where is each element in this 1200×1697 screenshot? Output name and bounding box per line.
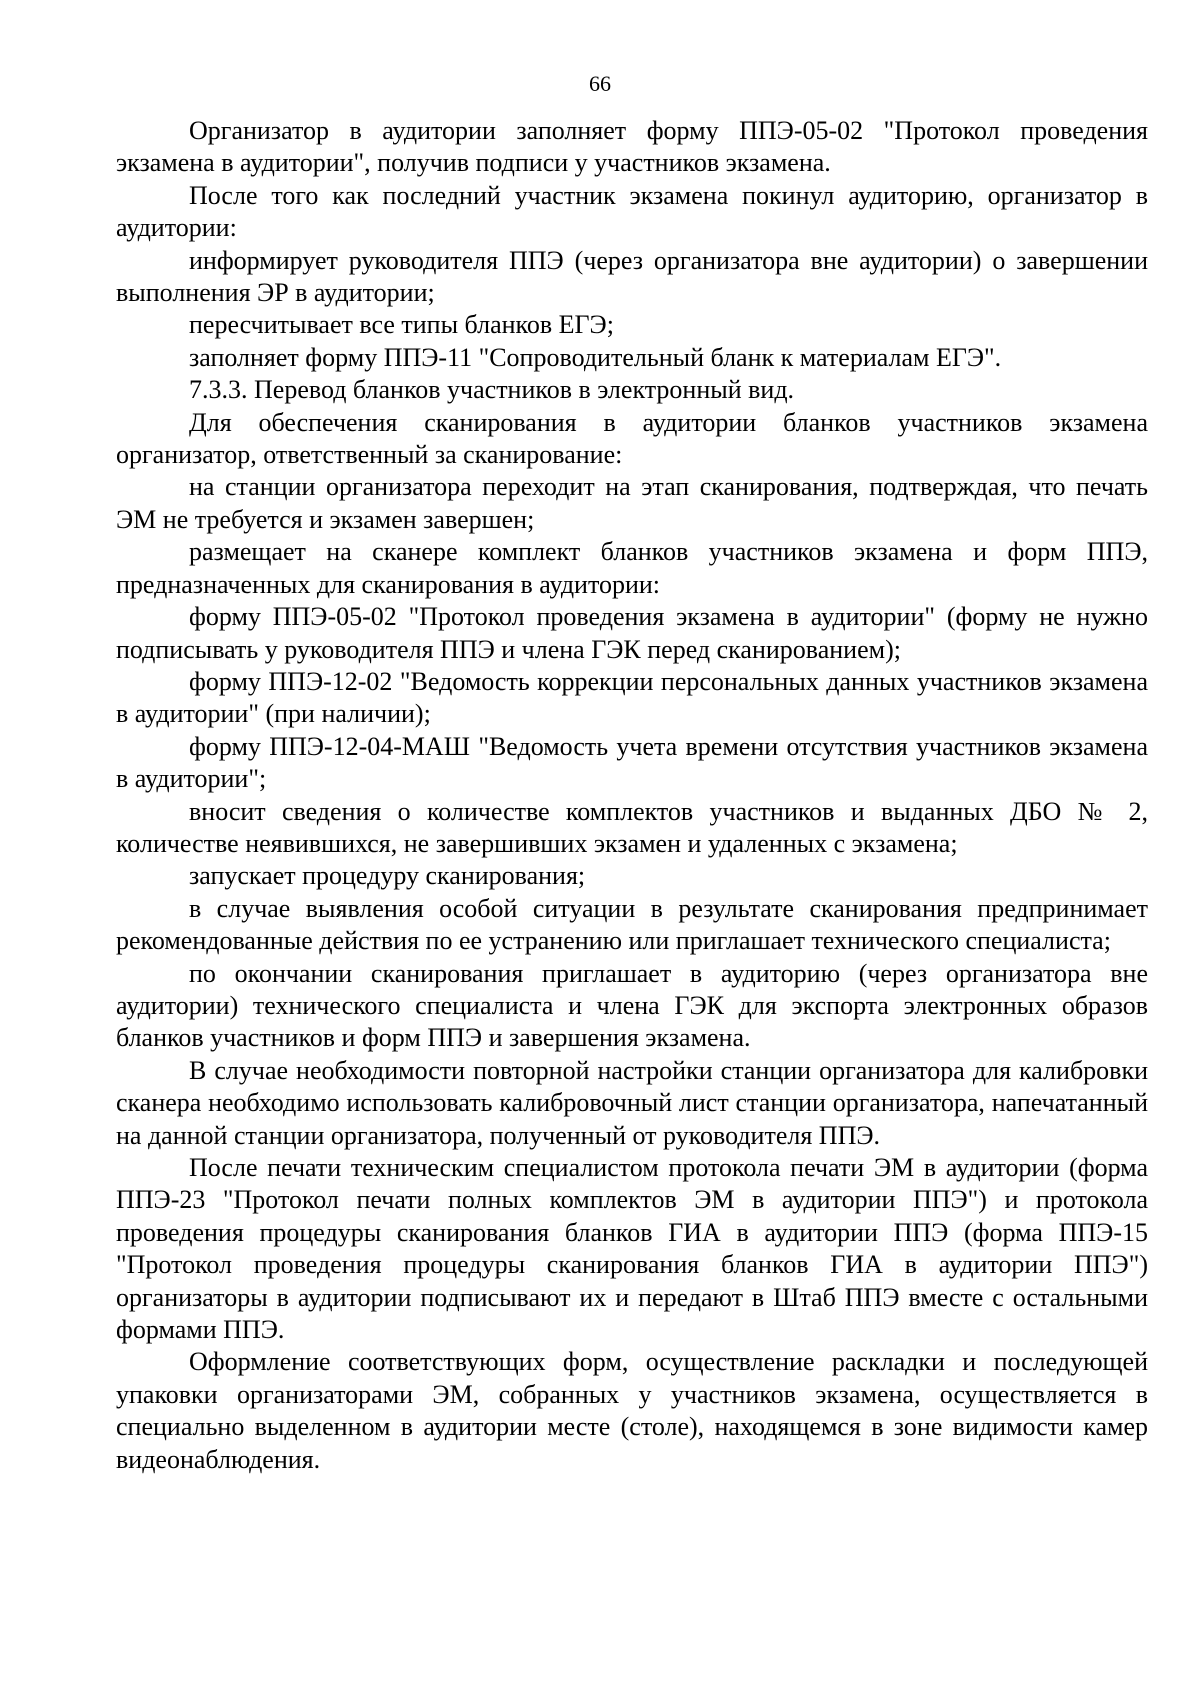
paragraph-after-last-participant: После того как последний участник экзамена покинул аудиторию, организатор в аудитории: xyxy=(116,180,1148,243)
paragraph-place-on-scanner: размещает на сканере комплект бланков участников экзамена и форм ППЭ, предназначенных для сканирования в аудитории: xyxy=(116,537,1148,599)
paragraph-form-12-02: форму ППЭ-12-02 "Ведомость коррекции персональных данных участников экзамена в аудитории" (при наличии); xyxy=(116,666,1148,729)
paragraph-form-12-04: форму ППЭ-12-04-МАШ "Ведомость учета времени отсутствия участников экзамена в аудитории"; xyxy=(116,731,1148,794)
paragraph-after-scanning: по окончании сканирования приглашает в аудиторию (через организатора вне аудитории) технического специалиста и члена ГЭК для экспорта электронных образов бланков участников и форм ППЭ и завершения экзамена. xyxy=(116,958,1148,1053)
paragraph-scanning-stage: на станции организатора переходит на этап сканирования, подтверждая, что печать ЭМ не требуется и экзамен завершен; xyxy=(116,472,1148,534)
paragraph-inform-head: информирует руководителя ППЭ (через организатора вне аудитории) о завершении выполнения ЭР в аудитории; xyxy=(116,245,1148,308)
section-heading-7-3-3: 7.3.3. Перевод бланков участников в электронный вид. xyxy=(189,375,795,405)
paragraph-recalibration: В случае необходимости повторной настройки станции организатора для калибровки сканера необходимо использовать калибровочный лист станции организатора, напечатанный на данной станции организатора, полученный от руководителя ППЭ. xyxy=(116,1055,1148,1150)
paragraph-start-scanning: запускает процедуру сканирования; xyxy=(189,861,586,891)
paragraph-special-situation: в случае выявления особой ситуации в результате сканирования предпринимает рекомендованные действия по ее устранению или приглашает технического специалиста; xyxy=(116,893,1148,956)
paragraph-scanning-intro: Для обеспечения сканирования в аудитории бланков участников экзамена организатор, ответственный за сканирование: xyxy=(116,407,1148,470)
paragraph-recount-forms: пересчитывает все типы бланков ЕГЭ; xyxy=(189,310,614,340)
page-number: 66 xyxy=(589,71,611,96)
paragraph-protocol-form: Организатор в аудитории заполняет форму ППЭ-05-02 "Протокол проведения экзамена в аудитории", получив подписи у участников экзамена. xyxy=(116,116,1148,178)
document-body xyxy=(116,115,1148,1476)
paragraph-fill-form-11: заполняет форму ППЭ-11 "Сопроводительный бланк к материалам ЕГЭ". xyxy=(189,342,1002,372)
paragraph-protocols-signing: После печати техническим специалистом протокола печати ЭМ в аудитории (форма ППЭ-23 "Протокол печати полных комплектов ЭМ в аудитории ППЭ") и протокола проведения процедуры сканирования бланков ГИА в аудитории ППЭ (форма ППЭ-15 "Протокол проведения процедуры сканирования бланков ГИА в аудитории ППЭ") организаторы в аудитории подписывают их и передают в Штаб ППЭ вместе с остальными формами ППЭ. xyxy=(116,1153,1148,1345)
paragraph-packing: Оформление соответствующих форм, осуществление раскладки и последующей упаковки организаторами ЭМ, собранных у участников экзамена, осуществляется в специально выделенном в аудитории месте (столе), находящемся в зоне видимости камер видеонаблюдения. xyxy=(116,1347,1148,1474)
paragraph-form-05-02: форму ППЭ-05-02 "Протокол проведения экзамена в аудитории" (форму не нужно подписывать у руководителя ППЭ и члена ГЭК перед сканированием); xyxy=(116,602,1148,664)
paragraph-enter-info: вносит сведения о количестве комплектов участников и выданных ДБО № 2, количестве неявившихся, не завершивших экзамен и удаленных с экзамена; xyxy=(116,796,1148,858)
